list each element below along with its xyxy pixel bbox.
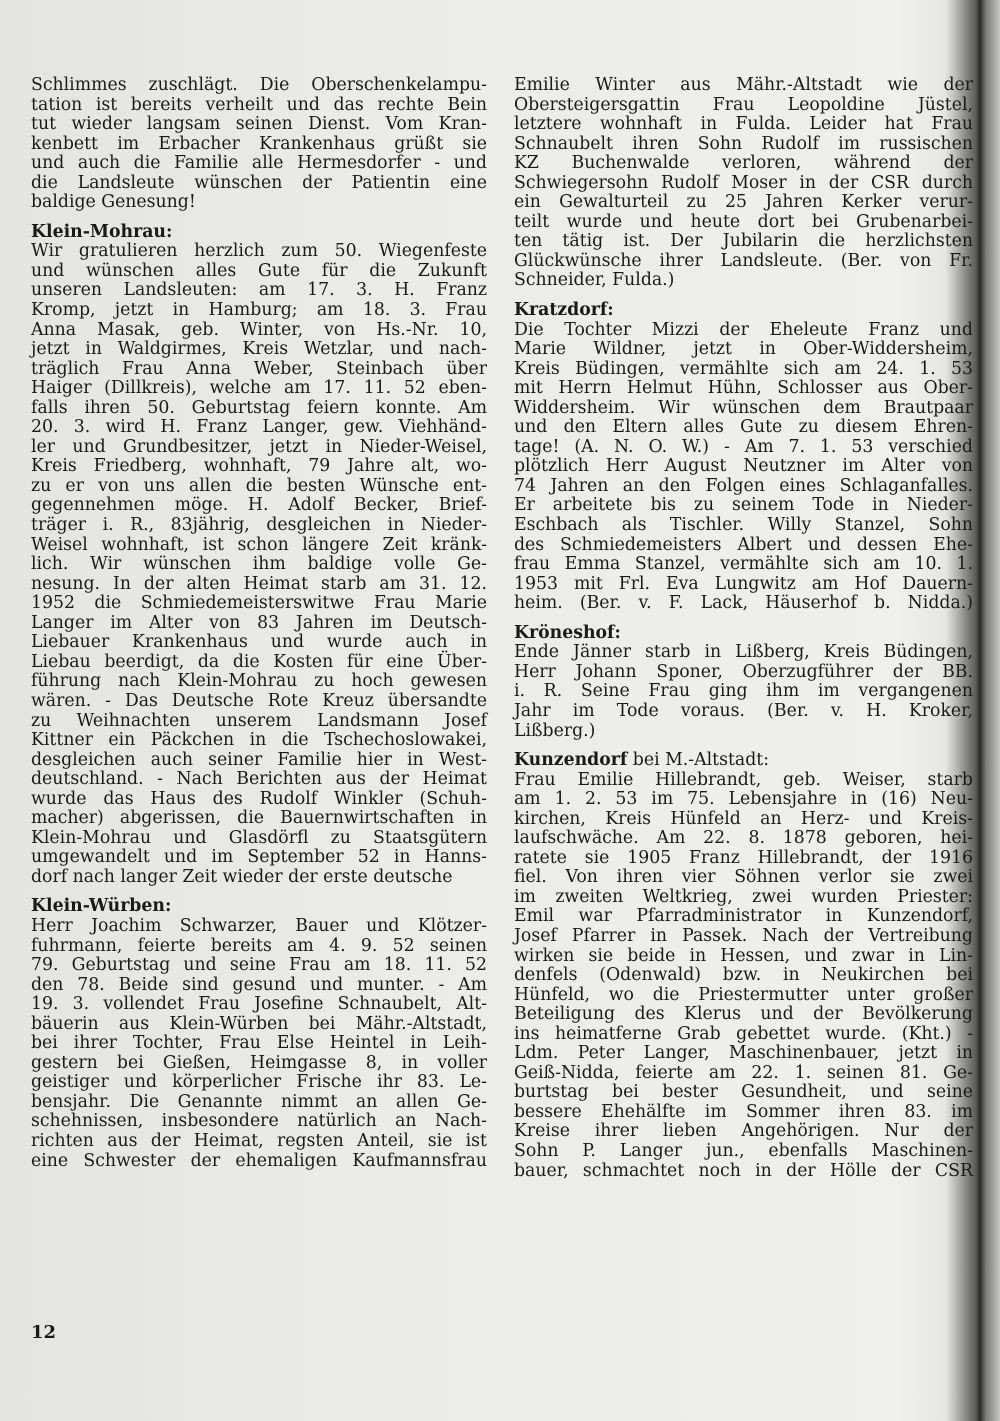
text-line: gestern bei Gießen, Heimgasse 8, in voller bbox=[31, 1052, 487, 1073]
text-line: Ldm. Peter Langer, Maschinenbauer, jetzt in bbox=[514, 1043, 973, 1064]
text-line: Herr Joachim Schwarzer, Bauer und Klötzer- bbox=[31, 915, 487, 936]
text-line: Kreise ihrer lieben Angehörigen. Nur der bbox=[514, 1121, 973, 1142]
text-line: Frau Emilie Hillebrandt, geb. Weiser, starb bbox=[514, 769, 973, 790]
text-line: tage! (A. N. O. W.) - Am 7. 1. 53 verschied bbox=[514, 436, 973, 457]
text-line: Josef Pfarrer in Passek. Nach der Vertreibung bbox=[514, 925, 973, 946]
text-line: fuhrmann, feierte bereits am 4. 9. 52 seinen bbox=[31, 935, 487, 956]
text-line: Glückwünsche ihrer Landsleute. (Ber. von Fr. bbox=[514, 250, 973, 271]
text-line: Ende Jänner starb in Lißberg, Kreis Büdingen, bbox=[514, 642, 973, 663]
text-line: teilt wurde und heute dort bei Grubenarbei- bbox=[514, 211, 973, 232]
text-line: Schnaubelt ihren Sohn Rudolf im russischen bbox=[514, 133, 973, 154]
text-line: Obersteigersgattin Frau Leopoldine Jüstel, bbox=[514, 94, 973, 115]
text-line: und auch die Familie alle Hermesdorfer - und bbox=[31, 153, 487, 174]
section-heading: Kröneshof: bbox=[514, 622, 621, 643]
text-line: gegennehmen möge. H. Adolf Becker, Brief- bbox=[31, 495, 487, 516]
section-kunzendorf bbox=[514, 751, 973, 1181]
text-line: Langer im Alter von 83 Jahren im Deutsch- bbox=[31, 612, 487, 633]
text-line: falls ihren 50. Geburtstag feiern konnte. Am bbox=[31, 397, 487, 418]
text-line: Sohn P. Langer jun., ebenfalls Maschinen- bbox=[514, 1140, 973, 1161]
text-line: und den Eltern alles Gute zu diesem Ehren- bbox=[514, 417, 973, 438]
text-line: Liebauer Krankenhaus und wurde auch in bbox=[31, 632, 487, 653]
text-line: bei ihrer Tochter, Frau Else Heintel in Leih- bbox=[31, 1033, 487, 1054]
section-heading: Kratzdorf: bbox=[514, 300, 614, 321]
text-line: kenbett im Erbacher Krankenhaus grüßt sie bbox=[31, 133, 487, 154]
section-klein-wuerben bbox=[31, 897, 487, 1171]
text-line: i. R. Seine Frau ging ihm im vergangenen bbox=[514, 681, 973, 702]
section-heading: Klein-Mohrau: bbox=[31, 221, 173, 242]
text-line: 1953 mit Frl. Eva Lungwitz am Hof Dauern- bbox=[514, 573, 973, 594]
text-line: Lißberg.) bbox=[514, 720, 596, 741]
text-line: lich. Wir wünschen ihm baldige volle Ge- bbox=[31, 554, 487, 575]
text-line: schehnissen, insbesondere natürlich an Nach- bbox=[31, 1111, 487, 1132]
text-line: heim. (Ber. v. F. Lack, Häuserhof b. Nidda.) bbox=[514, 593, 973, 614]
right-column bbox=[514, 76, 973, 1181]
section-heading-suffix: bei M.-Altstadt: bbox=[627, 750, 770, 771]
section-heading-place: Kunzendorf bbox=[514, 750, 628, 771]
text-line: jetzt in Waldgirmes, Kreis Wetzlar, und nach- bbox=[31, 339, 487, 360]
text-line: träger i. R., 83jährig, desgleichen in Nieder- bbox=[31, 515, 487, 536]
text-line: burtstag bei bester Gesundheit, und seine bbox=[514, 1082, 973, 1103]
text-line: Haiger (Dillkreis), welche am 17. 11. 52 eben- bbox=[31, 378, 487, 399]
text-line: 19. 3. vollendet Frau Josefine Schnaubelt, Alt- bbox=[31, 994, 487, 1015]
text-line: wurde das Haus des Rudolf Winkler (Schuh- bbox=[31, 788, 487, 809]
text-line: Emilie Winter aus Mähr.-Altstadt wie der bbox=[514, 75, 973, 95]
text-line: desgleichen auch seiner Familie hier in West- bbox=[31, 749, 487, 770]
text-line: Kromp, jetzt in Hamburg; am 18. 3. Frau bbox=[31, 300, 487, 321]
section-kratzdorf bbox=[514, 301, 973, 614]
text-line: Herr Johann Sponer, Oberzugführer der BB. bbox=[514, 661, 973, 682]
text-line: Klein-Mohrau und Glasdörfl zu Staatsgütern bbox=[31, 827, 487, 848]
text-line: deutschland. - Nach Berichten aus der Heimat bbox=[31, 769, 487, 790]
text-line: Hünfeld, wo die Priestermutter unter großer bbox=[514, 984, 973, 1005]
page-number: 12 bbox=[31, 1322, 57, 1343]
text-line: im zweiten Weltkrieg, zwei wurden Priester: bbox=[514, 886, 973, 907]
text-line: am 1. 2. 53 im 75. Lebensjahre in (16) Neu- bbox=[514, 789, 973, 810]
text-line: Kreis Friedberg, wohnhaft, 79 Jahre alt, wo- bbox=[31, 456, 487, 477]
text-line: die Landsleute wünschen der Patientin eine bbox=[31, 172, 487, 193]
text-line: wirken sie beide in Hessen, und zwar in Lin- bbox=[514, 945, 973, 966]
text-line: Eschbach als Tischler. Willy Stanzel, Sohn bbox=[514, 515, 973, 536]
text-line: 20. 3. wird H. Franz Langer, gew. Viehhänd- bbox=[31, 417, 487, 438]
text-line: tut wieder langsam seinen Dienst. Vom Kran- bbox=[31, 114, 487, 135]
text-line: zu Weihnachten unserem Landsmann Josef bbox=[31, 710, 487, 731]
text-line: Wir gratulieren herzlich zum 50. Wiegenfeste bbox=[31, 241, 487, 262]
text-line: richten aus der Heimat, regsten Anteil, sie ist bbox=[31, 1130, 487, 1151]
text-line: unseren Landsleuten: am 17. 3. H. Franz bbox=[31, 280, 487, 301]
text-line: KZ Buchenwalde verloren, während der bbox=[514, 153, 973, 174]
text-line: Geiß-Nidda, feierte am 22. 1. seinen 81. Ge- bbox=[514, 1062, 973, 1083]
section-klein-mohrau bbox=[31, 223, 487, 888]
text-line: zu er von uns allen die besten Wünsche ent- bbox=[31, 475, 487, 496]
text-line: ins heimatferne Grab gebettet wurde. (Kht.) - bbox=[514, 1023, 973, 1044]
text-line: baldige Genesung! bbox=[31, 192, 196, 213]
text-line: 79. Geburtstag und seine Frau am 18. 11. 52 bbox=[31, 955, 487, 976]
text-line: Jahr im Tode voraus. (Ber. v. H. Kroker, bbox=[514, 700, 973, 721]
text-line: bäuerin aus Klein-Würben bei Mähr.-Altstadt, bbox=[31, 1013, 487, 1034]
text-line: träglich Frau Anna Weber, Steinbach über bbox=[31, 358, 487, 379]
text-line: plötzlich Herr August Neutzner im Alter von bbox=[514, 456, 973, 477]
text-line: geistiger und körperlicher Frische ihr 83. Le- bbox=[31, 1072, 487, 1093]
text-line: Schneider, Fulda.) bbox=[514, 270, 675, 291]
text-line: wären. - Das Deutsche Rote Kreuz übersandte bbox=[31, 690, 487, 711]
text-line: Liebau beerdigt, da die Kosten für eine Über- bbox=[31, 651, 487, 672]
text-line: Kittner ein Päckchen in die Tschechoslowakei, bbox=[31, 730, 487, 751]
text-line: ratete sie 1905 Franz Hillebrandt, der 1916 bbox=[514, 847, 973, 868]
section-kroeneshof bbox=[514, 624, 973, 741]
text-line: macher) abgerissen, die Bauernwirtschaften in bbox=[31, 808, 487, 829]
text-line: Er arbeitete bis zu seinem Tode in Nieder- bbox=[514, 495, 973, 516]
text-line: den 78. Beide sind gesund und munter. - Am bbox=[31, 974, 487, 995]
text-line: nesung. In der alten Heimat starb am 31. 12. bbox=[31, 573, 487, 594]
text-line: mit Herrn Helmut Hühn, Schlosser aus Ober- bbox=[514, 378, 973, 399]
section-heading: Klein-Würben: bbox=[31, 896, 172, 917]
section-heading bbox=[514, 751, 973, 771]
text-line: des Schmiedemeisters Albert und dessen Ehe- bbox=[514, 534, 973, 555]
text-line: Beteiligung des Klerus und der Bevölkerung bbox=[514, 1004, 973, 1025]
text-line: ten tätig ist. Der Jubilarin die herzlichsten bbox=[514, 231, 973, 252]
text-line: dorf nach langer Zeit wieder der erste deutsche bbox=[31, 866, 453, 887]
text-line: fiel. Von ihren vier Söhnen verlor sie zwei bbox=[514, 867, 973, 888]
text-line: letztere wohnhaft in Fulda. Leider hat Frau bbox=[514, 114, 973, 135]
text-line: führung nach Klein-Mohrau zu hoch gewesen bbox=[31, 671, 487, 692]
text-line: Schwiegersohn Rudolf Moser in der CSR durch bbox=[514, 172, 973, 193]
text-line: bensjahr. Die Genannte nimmt an allen Ge- bbox=[31, 1091, 487, 1112]
text-line: eine Schwester der ehemaligen Kaufmannsfrau bbox=[31, 1150, 487, 1171]
section-klein-wuerben-continuation bbox=[514, 76, 973, 291]
text-line: und wünschen alles Gute für die Zukunft bbox=[31, 260, 487, 281]
text-line: laufschwäche. Am 22. 8. 1878 geboren, hei- bbox=[514, 828, 973, 849]
text-line: 1952 die Schmiedemeisterswitwe Frau Marie bbox=[31, 593, 487, 614]
left-column bbox=[31, 76, 487, 1171]
text-line: Schlimmes zuschlägt. Die Oberschenkelampu- bbox=[31, 75, 487, 95]
section-intro-continuation bbox=[31, 76, 487, 213]
text-line: denfels (Odenwald) bzw. in Neukirchen bei bbox=[514, 965, 973, 986]
text-line: Die Tochter Mizzi der Eheleute Franz und bbox=[514, 319, 973, 340]
text-line: Weisel wohnhaft, ist schon längere Zeit kränk- bbox=[31, 534, 487, 555]
text-line: Widdersheim. Wir wünschen dem Brautpaar bbox=[514, 397, 973, 418]
text-line: ler und Grundbesitzer, jetzt in Nieder-Weisel, bbox=[31, 436, 487, 457]
text-line: umgewandelt und im September 52 in Hanns- bbox=[31, 847, 487, 868]
text-line: Marie Wildner, jetzt in Ober-Widdersheim, bbox=[514, 339, 973, 360]
text-line: Kreis Büdingen, vermählte sich am 24. 1. 53 bbox=[514, 358, 973, 379]
text-line: 74 Jahren an den Folgen eines Schlaganfalles. bbox=[514, 475, 973, 496]
text-line: bessere Ehehälfte im Sommer ihren 83. im bbox=[514, 1101, 973, 1122]
text-line: kirchen, Kreis Hünfeld an Herz- und Kreis- bbox=[514, 808, 973, 829]
text-line: ein Gewalturteil zu 25 Jahren Kerker verur- bbox=[514, 192, 973, 213]
text-line: tation ist bereits verheilt und das rechte Bein bbox=[31, 94, 487, 115]
text-line: Anna Masak, geb. Winter, von Hs.-Nr. 10, bbox=[31, 319, 487, 340]
text-line: frau Emma Stanzel, vermählte sich am 10. 1. bbox=[514, 554, 973, 575]
text-line: Emil war Pfarradministrator in Kunzendorf, bbox=[514, 906, 973, 927]
text-line: bauer, schmachtet noch in der Hölle der CSR bbox=[514, 1160, 973, 1181]
